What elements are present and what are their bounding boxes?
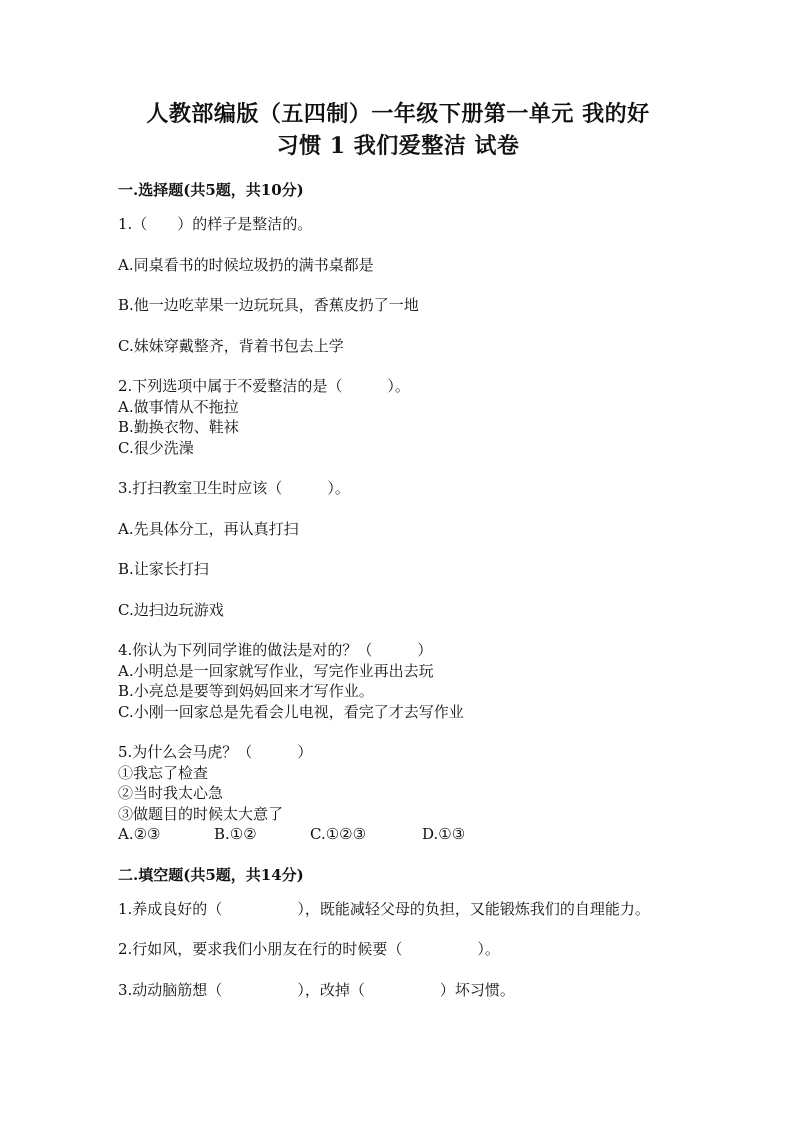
- question-3-option-c: C.边扫边玩游戏: [118, 600, 224, 619]
- question-1-option-c: C.妹妹穿戴整齐，背着书包去上学: [118, 336, 344, 355]
- question-3-stem: 3.打扫教室卫生时应该（ ）。: [118, 479, 350, 497]
- question-5-option-d: D.①③: [422, 825, 466, 843]
- question-3-option-b: B.让家长打扫: [118, 560, 209, 578]
- section2-heading: 二.填空题(共5题，共14分): [118, 865, 304, 884]
- exam-title-line1: 人教部编版（五四制）一年级下册第一单元 我的好: [146, 101, 650, 127]
- question-1: [118, 214, 678, 356]
- section1-heading: 一.选择题(共5题，共10分): [118, 181, 304, 199]
- question-5-option-c: C.①②③: [310, 825, 367, 843]
- question-1-option-b: B.他一边吃苹果一边玩玩具，香蕉皮扔了一地: [118, 296, 419, 314]
- exam-title-line2: 习惯 1 我们爱整洁 试卷: [276, 133, 520, 159]
- question-3-option-a: A.先具体分工，再认真打扫: [118, 519, 299, 538]
- question-1-option-a: A.同桌看书的时候垃圾扔的满书桌都是: [118, 255, 374, 274]
- question-4-stem: 4.你认为下列同学谁的做法是对的？（ ）: [118, 641, 433, 659]
- question-2-option-c: C.很少洗澡: [118, 438, 194, 457]
- question-5: [118, 742, 678, 845]
- exam-page: [118, 98, 678, 1000]
- question-5-item-1: ①我忘了检查: [118, 763, 209, 782]
- fill-question-2: 2.行如风，要求我们小朋友在行的时候要（ ）。: [118, 940, 500, 958]
- question-1-stem: 1.（ ）的样子是整洁的。: [118, 215, 313, 233]
- question-2-stem: 2.下列选项中属于不爱整洁的是（ ）。: [118, 377, 410, 395]
- question-3: [118, 478, 678, 620]
- question-4-option-c: C.小刚一回家总是先看会儿电视，看完了才去写作业: [118, 702, 464, 721]
- question-5-option-b: B.①②: [214, 825, 257, 843]
- fill-question-1: 1.养成良好的（ ），既能减轻父母的负担，又能锻炼我们的自理能力。: [118, 899, 650, 918]
- question-2: [118, 376, 678, 458]
- question-5-stem: 5.为什么会马虎？（ ）: [118, 743, 313, 761]
- exam-title: [118, 98, 678, 162]
- fill-blank-questions: [118, 899, 678, 1001]
- question-4-option-b: B.小亮总是要等到妈妈回来才写作业。: [118, 682, 374, 700]
- question-5-item-2: ②当时我太心急: [118, 784, 224, 802]
- question-5-option-a: A.②③: [118, 825, 161, 843]
- fill-question-3: 3.动动脑筋想（ ），改掉（ ）坏习惯。: [118, 980, 515, 999]
- question-2-option-b: B.勤换衣物、鞋袜: [118, 418, 239, 436]
- question-5-options: [118, 824, 678, 845]
- question-4-option-a: A.小明总是一回家就写作业，写完作业再出去玩: [118, 661, 434, 680]
- question-4: [118, 640, 678, 722]
- question-5-item-3: ③做题目的时候太大意了: [118, 804, 284, 823]
- question-2-option-a: A.做事情从不拖拉: [118, 397, 239, 416]
